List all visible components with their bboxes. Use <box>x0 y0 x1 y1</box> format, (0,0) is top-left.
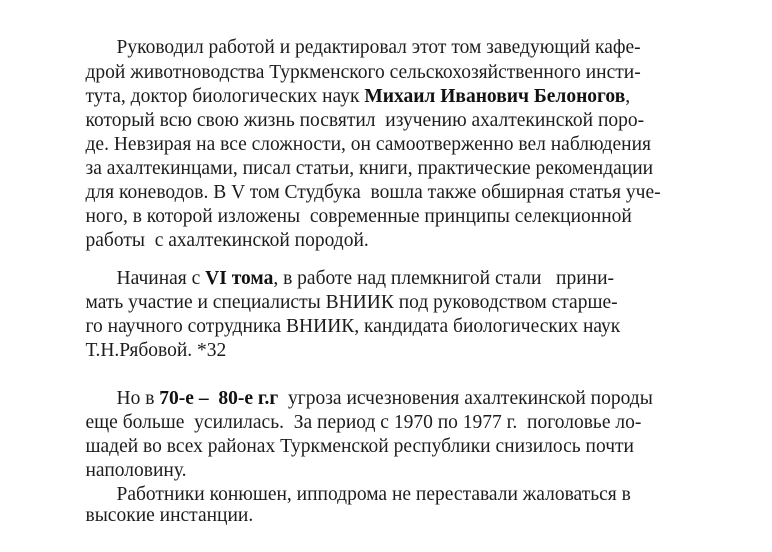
text-run: Руководил работой и редактировал этот том заведующий кафе- <box>116 37 641 58</box>
text-run: Но в <box>116 388 160 409</box>
text-run: мать участие и специалисты ВНИИК под руководством старше- <box>85 292 618 313</box>
text-run: наполовину. <box>85 460 187 481</box>
text-run: го научного сотрудника ВНИИК, кандидата биологических наук <box>85 316 621 337</box>
bold-period: 70-е – 80-е г.г <box>159 388 279 409</box>
text-run: для коневодов. В V том Студбука вошла также обширная статья уче- <box>85 182 661 203</box>
text-line <box>66 480 772 552</box>
text-run: за ахалтекинцами, писал статьи, книги, практические рекомендации <box>85 158 654 179</box>
text-run: Т.Н.Рябовой. *32 <box>85 340 227 361</box>
text-run: Работники конюшен, ипподрома не переставали жаловаться в <box>116 484 631 505</box>
text-run: работы с ахалтекинской породой. <box>85 230 369 251</box>
text-run: высокие инстанции. <box>85 505 254 526</box>
text-run: который всю свою жизнь посвятил изучению ахалтекинской поро- <box>85 110 645 131</box>
text-run: дрой животноводства Туркменского сельскохозяйственного инсти- <box>85 62 641 83</box>
text-run: тута, доктор биологических наук <box>85 86 365 107</box>
text-run: еще больше усилилась. За период с 1970 по 1977 г. поголовье ло- <box>85 412 642 433</box>
text-run: де. Невзирая на все сложности, он самоотверженно вел наблюдения <box>85 134 651 155</box>
bold-volume: VI тома <box>205 268 274 289</box>
bold-name: Михаил Иванович Белоногов <box>364 86 626 107</box>
text-run: шадей во всех районах Туркменской республики снизилось почти <box>85 436 634 457</box>
text-run: ного, в которой изложены современные принципы селекционной <box>85 206 632 227</box>
text-run: угроза исчезновения ахалтекинской породы <box>278 388 653 409</box>
text-run: , в работе над племкнигой стали прини- <box>273 268 615 289</box>
text-run: Начиная с <box>116 268 206 289</box>
text-run: , <box>625 86 631 107</box>
